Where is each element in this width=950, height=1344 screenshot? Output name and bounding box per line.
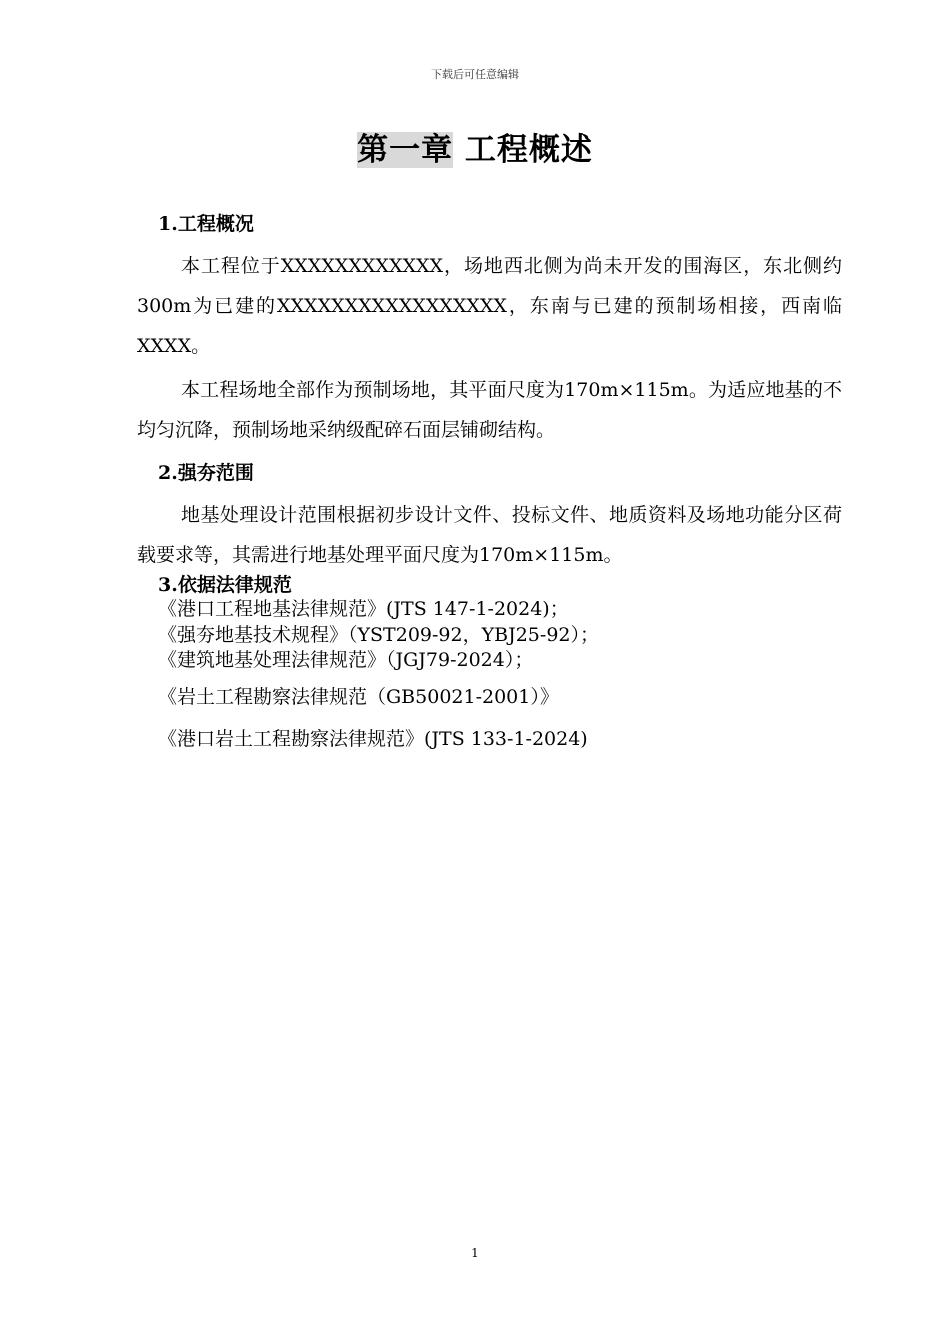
reference-item: 《港口工程地基法律规范》(JTS 147-1-2024)；	[158, 598, 569, 620]
paragraph-site-dimensions: 本工程场地全部作为预制场地，其平面尺度为170m×115m。为适应地基的不均匀沉降，预制场地采纳级配碎石面层铺砌结构。	[137, 379, 842, 441]
section-heading-basis: 3.依据法律规范	[158, 574, 292, 596]
reference-item: 《强夯地基技术规程》（YST209-92，YBJ25-92）；	[158, 624, 599, 646]
paragraph-scope: 地基处理设计范围根据初步设计文件、投标文件、地质资料及场地功能分区荷载要求等，其需进行地基处理平面尺度为170m×115m。	[137, 504, 842, 566]
header-note: 下载后可任意编辑	[431, 68, 519, 81]
paragraph-location: 本工程位于XXXXXXXXXXXX，场地西北侧为尚未开发的围海区，东北侧约300m为已建的XXXXXXXXXXXXXXXXX，东南与已建的预制场相接，西南临XXXX。	[137, 255, 842, 357]
section-heading-overview: 1.工程概况	[158, 213, 254, 235]
reference-item: 《建筑地基处理法律规范》（JGJ79-2024）；	[158, 649, 534, 671]
reference-item: 《岩土工程勘察法律规范（GB50021-2001）》	[158, 686, 559, 708]
reference-item: 《港口岩土工程勘察法律规范》(JTS 133-1-2024)	[158, 728, 588, 750]
page-number: 1	[471, 1246, 479, 1260]
section-heading-scope: 2.强夯范围	[158, 462, 254, 484]
chapter-name: 工程概述	[464, 132, 593, 168]
chapter-title	[0, 128, 950, 172]
chapter-number: 第一章	[357, 132, 454, 168]
